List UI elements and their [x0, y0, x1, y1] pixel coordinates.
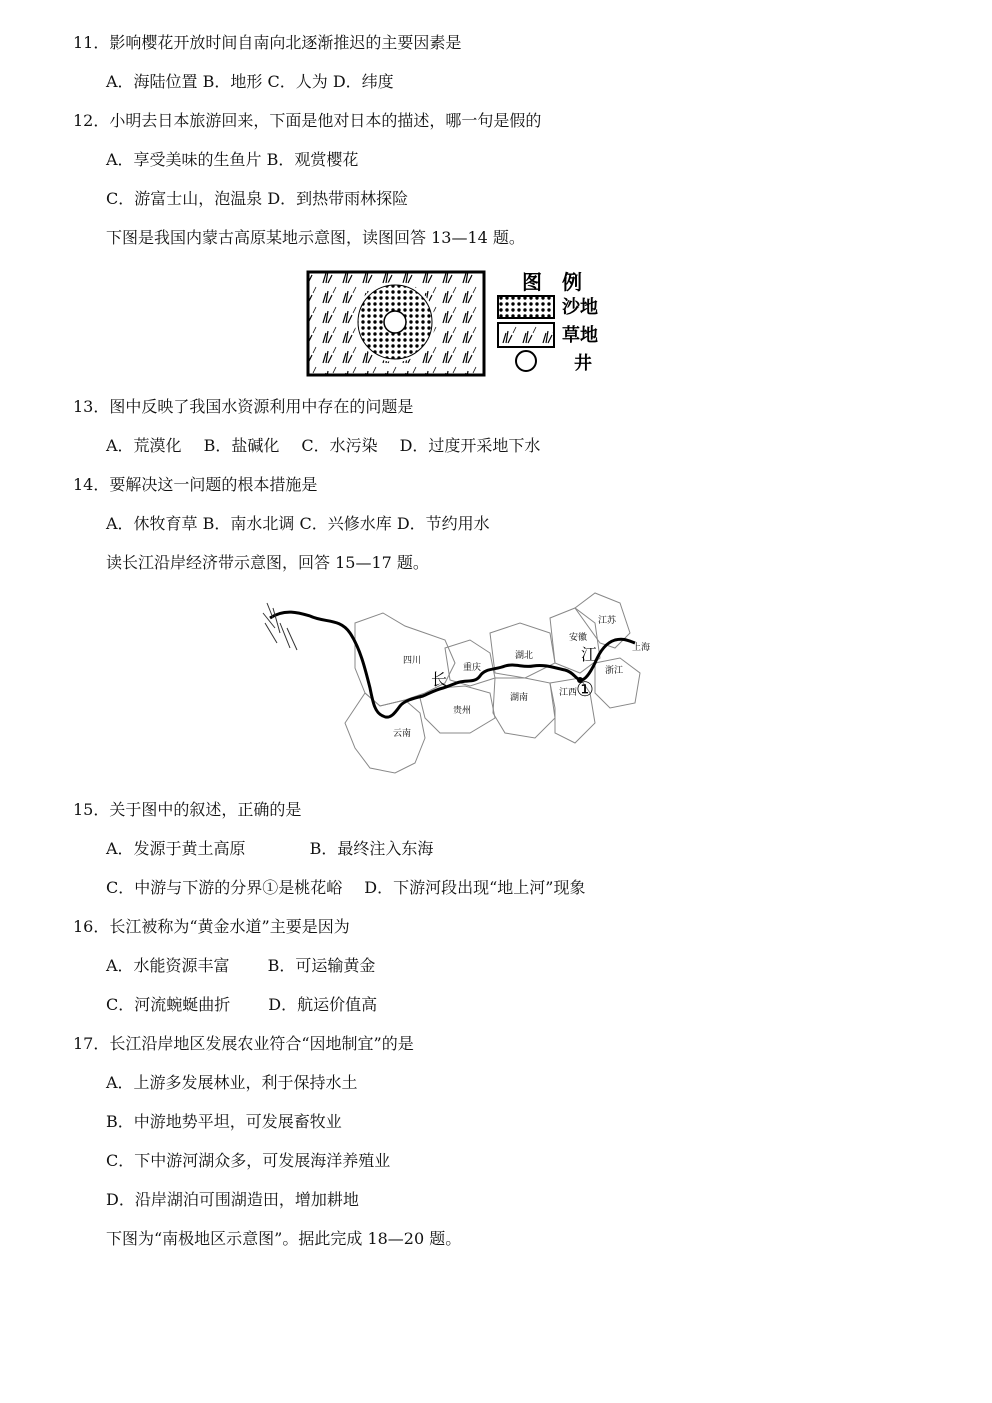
question-15-options-cd	[106, 878, 585, 898]
q13-option-c: C．水污染	[301, 436, 378, 455]
q16-option-d: D．航运价值高	[268, 995, 378, 1014]
q15-option-c: C．中游与下游的分界①是桃花峪	[106, 878, 343, 897]
label-shanghai: 上海	[632, 643, 651, 653]
label-hunan: 湖南	[510, 693, 529, 703]
question-12-options-cd: C．游富士山，泡温泉 D．到热带雨林探险	[106, 189, 409, 208]
q16-option-a: A．水能资源丰富	[106, 956, 230, 975]
question-13-options	[106, 436, 540, 456]
question-13-stem: 13．图中反映了我国水资源利用中存在的问题是	[73, 397, 414, 416]
question-15-options-ab	[106, 839, 433, 859]
legend-well-label: 井	[574, 353, 592, 374]
question-16-options-cd	[106, 995, 377, 1015]
label-jiangxi: 江西	[559, 688, 578, 698]
label-jiangsu: 江苏	[598, 616, 617, 626]
province-yunnan	[345, 693, 425, 773]
q15-option-b: B．最终注入东海	[309, 839, 434, 858]
label-chongqing: 重庆	[463, 663, 482, 673]
question-12-stem: 12．小明去日本旅游回来，下面是他对日本的描述，哪一句是假的	[73, 111, 542, 130]
yangtze-river	[270, 612, 635, 717]
question-12-options-ab: A．享受美味的生鱼片 B．观赏樱花	[106, 150, 359, 169]
label-yunnan: 云南	[393, 729, 412, 739]
figure-inner-mongolia-sketch	[300, 265, 620, 380]
q17-option-c: C．下中游河湖众多，可发展海洋养殖业	[106, 1151, 391, 1170]
question-11-options: A．海陆位置 B．地形 C．人为 D．纬度	[106, 72, 394, 91]
question-15-stem: 15．关于图中的叙述，正确的是	[73, 800, 302, 819]
intro-13-14: 下图是我国内蒙古高原某地示意图，读图回答 13—14 题。	[106, 228, 525, 247]
label-char-jiang: 江	[581, 645, 598, 664]
legend-title: 图 例	[522, 270, 582, 294]
q16-option-b: B．可运输黄金	[267, 956, 376, 975]
q17-option-b: B．中游地势平坦，可发展畜牧业	[106, 1112, 342, 1131]
label-guizhou: 贵州	[453, 706, 472, 716]
label-sichuan: 四川	[403, 656, 422, 666]
label-anhui: 安徽	[569, 633, 588, 643]
question-17-stem: 17．长江沿岸地区发展农业符合“因地制宜”的是	[73, 1034, 414, 1053]
province-hunan	[493, 678, 555, 738]
q17-option-d: D．沿岸湖泊可围湖造田，增加耕地	[106, 1190, 359, 1209]
question-16-options-ab	[106, 956, 375, 976]
legend-grass-label: 草地	[562, 325, 598, 346]
figure-yangtze-map	[255, 588, 685, 788]
intro-18-20: 下图为“南极地区示意图”。据此完成 18—20 题。	[106, 1229, 462, 1248]
well-symbol	[384, 311, 406, 333]
question-14-stem: 14．要解决这一问题的根本措施是	[73, 475, 318, 494]
label-hubei: 湖北	[515, 651, 534, 661]
legend-well-symbol	[516, 351, 536, 371]
q17-option-a: A．上游多发展林业，利于保持水土	[106, 1073, 358, 1092]
question-16-stem: 16．长江被称为“黄金水道”主要是因为	[73, 917, 350, 936]
label-char-chang: 长	[431, 670, 448, 689]
q15-option-d: D．下游河段出现“地上河”现象	[364, 878, 586, 897]
label-zhejiang: 浙江	[605, 666, 624, 676]
label-marker-1: ①	[576, 677, 594, 701]
q16-option-c: C．河流蜿蜒曲折	[106, 995, 231, 1014]
q13-option-b: B．盐碱化	[203, 436, 280, 455]
intro-15-17: 读长江沿岸经济带示意图，回答 15—17 题。	[106, 553, 429, 572]
question-14-options: A．休牧育草 B．南水北调 C．兴修水库 D．节约用水	[106, 514, 490, 533]
q13-option-a: A．荒漠化	[106, 436, 182, 455]
legend-grass-swatch	[498, 323, 554, 347]
legend-sand-swatch	[498, 296, 554, 318]
q13-option-d: D．过度开采地下水	[399, 436, 541, 455]
question-11-stem: 11．影响樱花开放时间自南向北逐渐推迟的主要因素是	[73, 33, 462, 52]
legend-sand-label: 沙地	[562, 297, 598, 318]
q15-option-a: A．发源于黄土高原	[106, 839, 246, 858]
